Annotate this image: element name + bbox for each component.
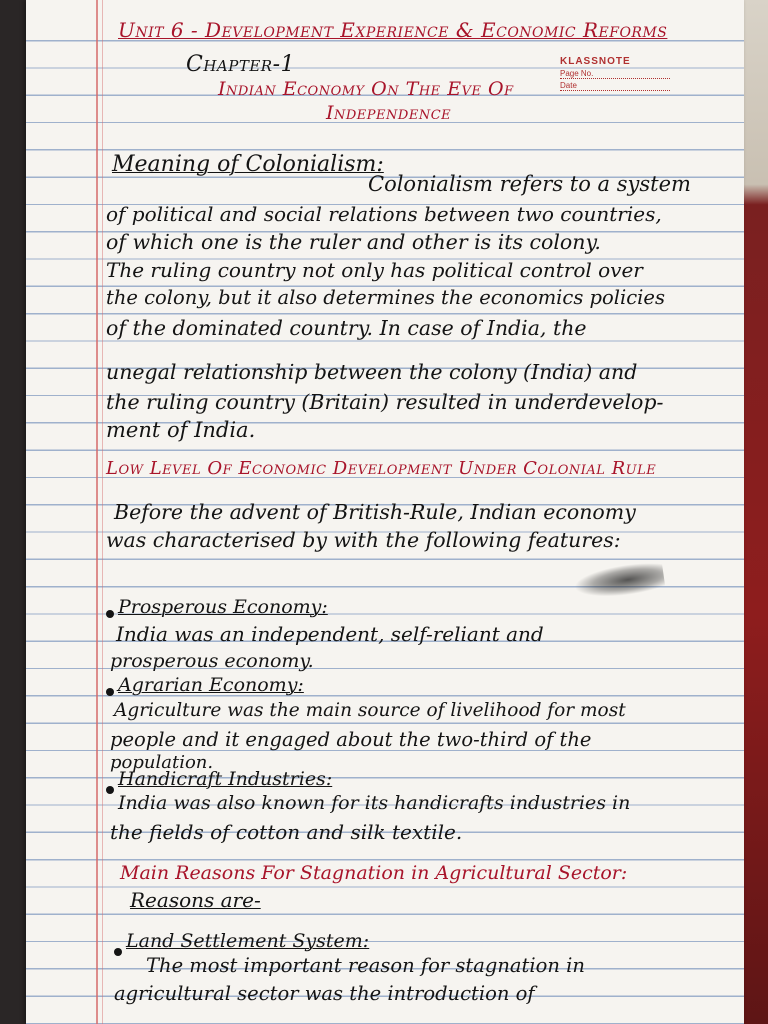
- notebook-page: [26, 0, 744, 1024]
- date-field: Date: [560, 81, 670, 91]
- reason-title: Land Settlement System:: [126, 930, 370, 952]
- margin-line: [96, 0, 98, 1024]
- reason-line: The most important reason for stagnation in: [146, 954, 585, 977]
- colonialism-line: Colonialism refers to a system: [368, 172, 691, 196]
- low-level-line: was characterised by with the following features:: [106, 528, 621, 552]
- stagnation-heading: Main Reasons For Stagnation in Agricultural Sector:: [120, 862, 628, 884]
- margin-line-secondary: [102, 0, 103, 1024]
- colonialism-line: The ruling country not only has political control over: [106, 258, 643, 282]
- colonialism-line: of political and social relations between two countries,: [106, 202, 662, 226]
- colonialism-line: the ruling country (Britain) resulted in underdevelop-: [106, 390, 664, 414]
- low-level-heading: Low Level Of Economic Development Under Colonial Rule: [106, 458, 657, 479]
- feature-line: India was also known for its handicrafts industries in: [118, 792, 631, 814]
- notebook-brand-stamp: [560, 56, 680, 91]
- bullet-icon: [106, 786, 114, 794]
- brand-name: KLASSNOTE: [560, 56, 631, 67]
- feature-title: Handicraft Industries:: [118, 768, 333, 790]
- feature-line: prosperous economy.: [110, 650, 314, 672]
- colonialism-line: of the dominated country. In case of India, the: [106, 316, 587, 340]
- feature-line: India was an independent, self-reliant and: [116, 622, 544, 646]
- bullet-icon: [106, 688, 114, 696]
- feature-line: people and it engaged about the two-third of the: [110, 728, 592, 751]
- feature-title: Agrarian Economy:: [118, 674, 304, 696]
- colonialism-heading: Meaning of Colonialism:: [112, 152, 384, 177]
- ink-smudge: [572, 560, 665, 602]
- unit-title: Unit 6 - Development Experience & Economic Reforms: [118, 18, 668, 42]
- feature-title: Prosperous Economy:: [118, 596, 328, 618]
- stagnation-intro: Reasons are-: [130, 888, 261, 912]
- bullet-icon: [106, 610, 114, 618]
- low-level-line: Before the advent of British-Rule, Indian economy: [114, 500, 636, 524]
- chapter-title-line2: Independence: [326, 102, 452, 124]
- colonialism-line: unegal relationship between the colony (India) and: [106, 360, 638, 384]
- colonialism-line: of which one is the ruler and other is its colony.: [106, 230, 601, 254]
- chapter-label: Chapter-1: [186, 52, 296, 77]
- feature-line: the fields of cotton and silk textile.: [110, 820, 463, 844]
- page-no-field: Page No.: [560, 69, 670, 79]
- feature-line: Agriculture was the main source of livelihood for most: [114, 700, 626, 721]
- feature-line: population.: [110, 752, 214, 773]
- chapter-title-line1: Indian Economy On The Eve Of: [218, 78, 514, 100]
- colonialism-line: the colony, but it also determines the economics policies: [106, 286, 665, 309]
- colonialism-line: ment of India.: [106, 418, 256, 442]
- reason-line: agricultural sector was the introduction of: [114, 982, 535, 1005]
- bullet-icon: [114, 948, 122, 956]
